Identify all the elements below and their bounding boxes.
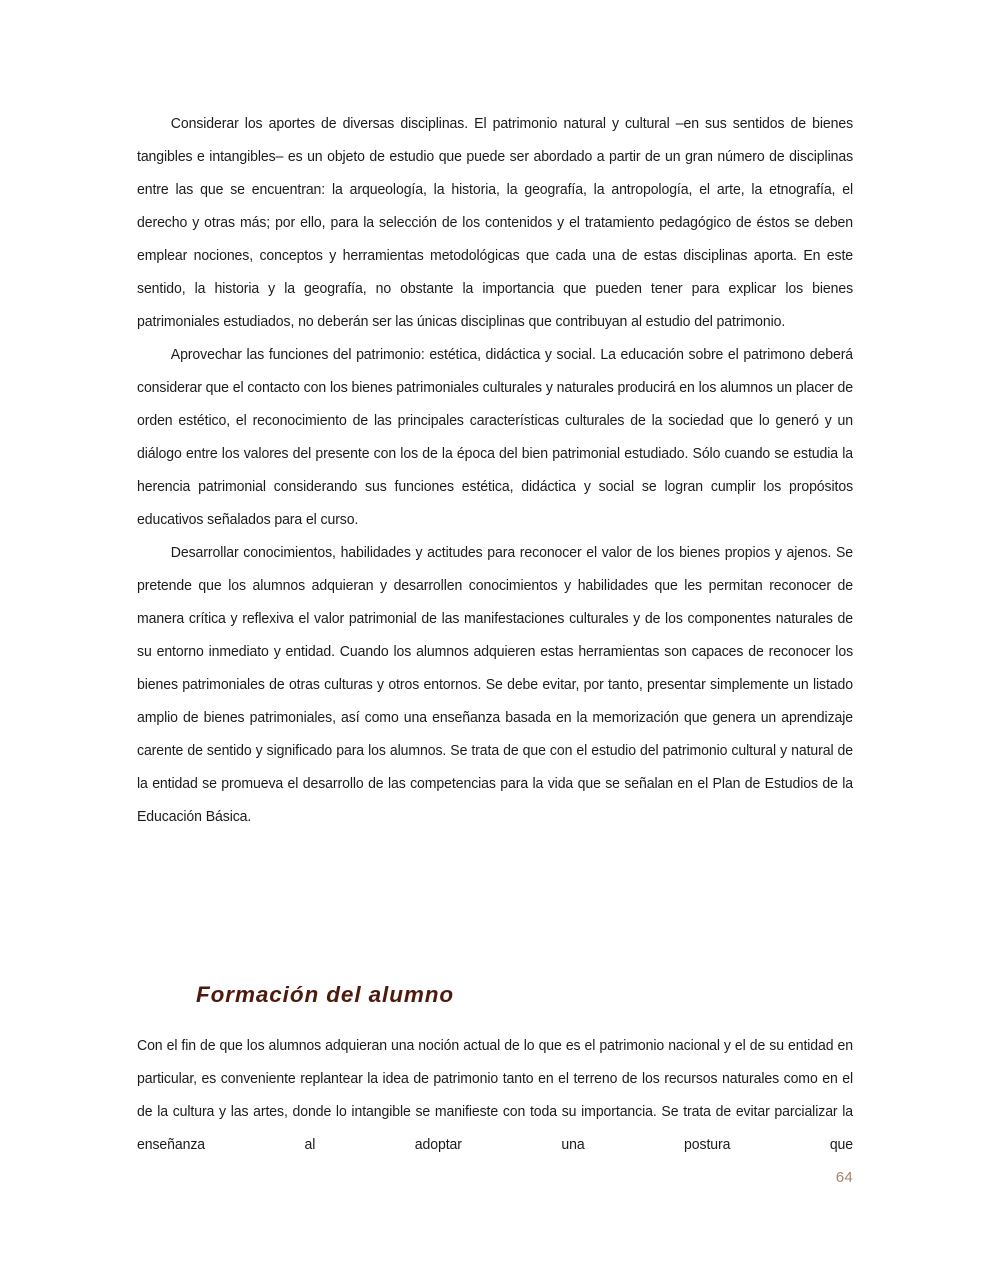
page-number: 64 bbox=[835, 1169, 853, 1186]
body-text-column-after-heading bbox=[137, 1030, 853, 1162]
paragraph-desarrollar-conocimientos: Desarrollar conocimientos, habilidades y actitudes para reconocer el valor de los bienes propios y ajenos. Se pretende que los alumnos adquieran y desarrollen conocimientos y habilidades que les permitan reconocer de manera crítica y reflexiva el valor patrimonial de las manifestaciones culturales y de los componentes naturales de su entorno inmediato y entidad. Cuando los alumnos adquieren estas herramientas son capaces de reconocer los bienes patrimoniales de otras culturas y otros entornos. Se debe evitar, por tanto, presentar simplemente un listado amplio de bienes patrimoniales, así como una enseñanza basada en la memorización que genera un aprendizaje carente de sentido y significado para los alumnos. Se trata de que con el estudio del patrimonio cultural y natural de la entidad se promueva el desarrollo de las competencias para la vida que se señalan en el Plan de Estudios de la Educación Básica. bbox=[137, 545, 854, 825]
section-heading-formacion-del-alumno: Formación del alumno bbox=[196, 982, 455, 1007]
body-text-column bbox=[137, 108, 853, 834]
paragraph-con-el-fin-de-que: Con el fin de que los alumnos adquieran una noción actual de lo que es el patrimonio nacional y el de su entidad en particular, es conveniente replantear la idea de patrimonio tanto en el terreno de los recursos naturales como en el de la cultura y las artes, donde lo intangible se manifieste con toda su importancia. Se trata de evitar parcializar la enseñanza al adoptar una postura que bbox=[137, 1038, 854, 1153]
paragraph-aprovechar-las-funciones: Aprovechar las funciones del patrimonio: estética, didáctica y social. La educación sobre el patrimono deberá considerar que el contacto con los bienes patrimoniales culturales y naturales producirá en los alumnos un placer de orden estético, el reconocimiento de las principales características culturales de la sociedad que lo generó y un diálogo entre los valores del presente con los de la época del bien patrimonial estudiado. Sólo cuando se estudia la herencia patrimonial considerando sus funciones estética, didáctica y social se logran cumplir los propósitos educativos señalados para el curso. bbox=[137, 347, 854, 528]
paragraph-considerar-los-aportes: Considerar los aportes de diversas disciplinas. El patrimonio natural y cultural –en sus sentidos de bienes tangibles e intangibles– es un objeto de estudio que puede ser abordado a partir de un gran número de disciplinas entre las que se encuentran: la arqueología, la historia, la geografía, la antropología, el arte, la etnografía, el derecho y otras más; por ello, para la selección de los contenidos y el tratamiento pedagógico de éstos se deben emplear nociones, conceptos y herramientas metodológicas que cada una de estas disciplinas aporta. En este sentido, la historia y la geografía, no obstante la importancia que pueden tener para explicar los bienes patrimoniales estudiados, no deberán ser las únicas disciplinas que contribuyan al estudio del patrimonio. bbox=[137, 116, 854, 330]
